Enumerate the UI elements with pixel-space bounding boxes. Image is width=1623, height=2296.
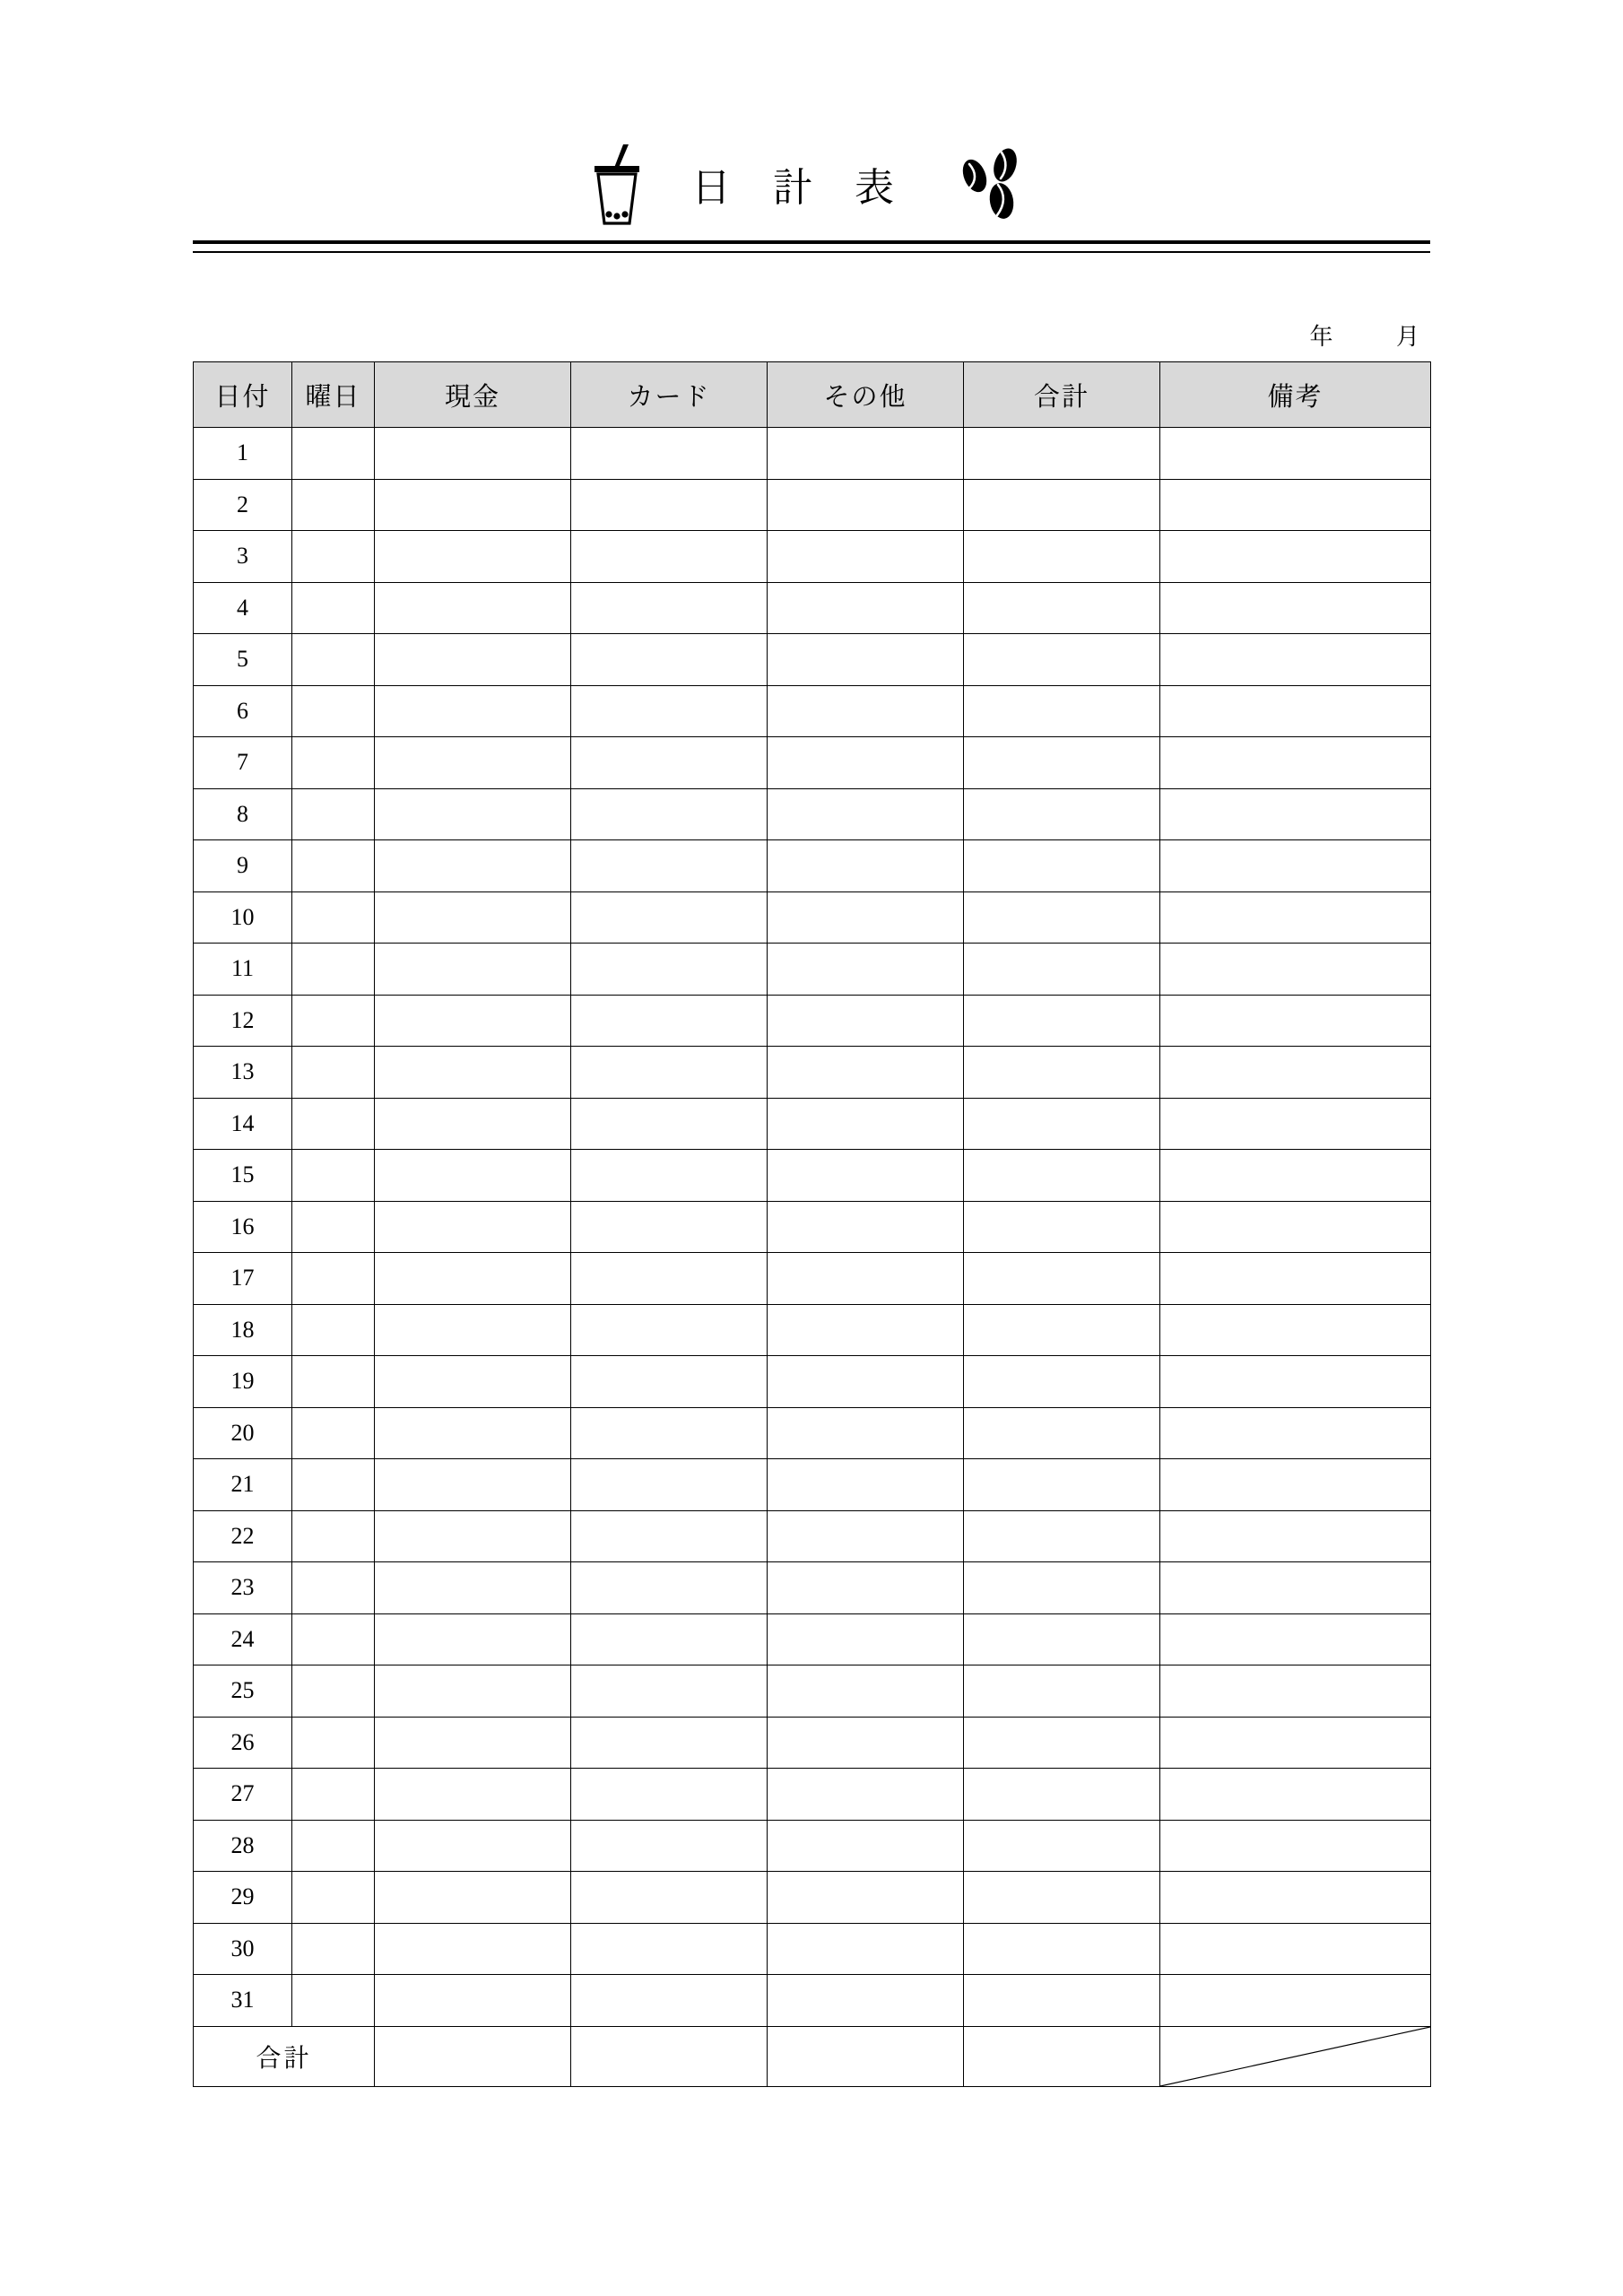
row-cell-date: 4 xyxy=(194,582,292,634)
row-cell-note[interactable] xyxy=(1160,1562,1431,1614)
row-cell-other[interactable] xyxy=(768,1047,964,1099)
total-row-label: 合計 xyxy=(194,2026,375,2086)
row-cell-date: 3 xyxy=(194,531,292,583)
column-header-dow: 曜日 xyxy=(292,362,375,428)
table-row xyxy=(194,1459,1431,1511)
row-cell-note[interactable] xyxy=(1160,1872,1431,1924)
row-cell-total[interactable] xyxy=(964,995,1160,1047)
row-cell-total[interactable] xyxy=(964,634,1160,686)
table-row xyxy=(194,479,1431,531)
total-row-cash[interactable] xyxy=(375,2026,571,2086)
row-cell-dow[interactable] xyxy=(292,891,375,944)
row-cell-note[interactable] xyxy=(1160,840,1431,892)
row-cell-card[interactable] xyxy=(571,634,768,686)
row-cell-other[interactable] xyxy=(768,428,964,480)
row-cell-date: 30 xyxy=(194,1923,292,1975)
row-cell-date: 26 xyxy=(194,1717,292,1769)
row-cell-note[interactable] xyxy=(1160,737,1431,789)
row-cell-cash[interactable] xyxy=(375,1975,571,2027)
row-cell-card[interactable] xyxy=(571,1407,768,1459)
daily-totals-table-wrap xyxy=(193,361,1430,2087)
row-cell-total[interactable] xyxy=(964,1150,1160,1202)
row-cell-card[interactable] xyxy=(571,788,768,840)
row-cell-cash[interactable] xyxy=(375,1407,571,1459)
row-cell-other[interactable] xyxy=(768,737,964,789)
table-row xyxy=(194,1201,1431,1253)
row-cell-note[interactable] xyxy=(1160,1820,1431,1872)
row-cell-other[interactable] xyxy=(768,1407,964,1459)
row-cell-cash[interactable] xyxy=(375,788,571,840)
row-cell-dow[interactable] xyxy=(292,1665,375,1718)
row-cell-dow[interactable] xyxy=(292,1459,375,1511)
row-cell-other[interactable] xyxy=(768,1872,964,1924)
row-cell-other[interactable] xyxy=(768,479,964,531)
row-cell-dow[interactable] xyxy=(292,944,375,996)
row-cell-date: 12 xyxy=(194,995,292,1047)
row-cell-other[interactable] xyxy=(768,1820,964,1872)
row-cell-note[interactable] xyxy=(1160,1975,1431,2027)
row-cell-cash[interactable] xyxy=(375,1098,571,1150)
row-cell-card[interactable] xyxy=(571,891,768,944)
row-cell-date: 24 xyxy=(194,1613,292,1665)
row-cell-total[interactable] xyxy=(964,1459,1160,1511)
coffee-beans-icon xyxy=(955,145,1036,222)
row-cell-date: 6 xyxy=(194,685,292,737)
row-cell-date: 15 xyxy=(194,1150,292,1202)
table-row xyxy=(194,1665,1431,1718)
row-cell-total[interactable] xyxy=(964,1201,1160,1253)
row-cell-other[interactable] xyxy=(768,788,964,840)
row-cell-other[interactable] xyxy=(768,1562,964,1614)
row-cell-card[interactable] xyxy=(571,737,768,789)
row-cell-total[interactable] xyxy=(964,1253,1160,1305)
table-row xyxy=(194,840,1431,892)
row-cell-date: 7 xyxy=(194,737,292,789)
row-cell-cash[interactable] xyxy=(375,995,571,1047)
row-cell-other[interactable] xyxy=(768,1304,964,1356)
table-row xyxy=(194,1253,1431,1305)
row-cell-other[interactable] xyxy=(768,891,964,944)
row-cell-dow[interactable] xyxy=(292,995,375,1047)
row-cell-dow[interactable] xyxy=(292,531,375,583)
row-cell-dow[interactable] xyxy=(292,1872,375,1924)
row-cell-note[interactable] xyxy=(1160,1613,1431,1665)
row-cell-date: 28 xyxy=(194,1820,292,1872)
table-row xyxy=(194,1150,1431,1202)
row-cell-card[interactable] xyxy=(571,1201,768,1253)
row-cell-note[interactable] xyxy=(1160,1665,1431,1718)
row-cell-dow[interactable] xyxy=(292,1150,375,1202)
row-cell-dow[interactable] xyxy=(292,634,375,686)
row-cell-dow[interactable] xyxy=(292,1304,375,1356)
row-cell-card[interactable] xyxy=(571,840,768,892)
row-cell-note[interactable] xyxy=(1160,634,1431,686)
row-cell-date: 18 xyxy=(194,1304,292,1356)
row-cell-note[interactable] xyxy=(1160,531,1431,583)
row-cell-total[interactable] xyxy=(964,1923,1160,1975)
row-cell-note[interactable] xyxy=(1160,1510,1431,1562)
row-cell-card[interactable] xyxy=(571,479,768,531)
table-row xyxy=(194,737,1431,789)
row-cell-note[interactable] xyxy=(1160,582,1431,634)
row-cell-card[interactable] xyxy=(571,1459,768,1511)
row-cell-cash[interactable] xyxy=(375,1304,571,1356)
row-cell-other[interactable] xyxy=(768,531,964,583)
row-cell-dow[interactable] xyxy=(292,1717,375,1769)
table-row xyxy=(194,944,1431,996)
total-row-card[interactable] xyxy=(571,2026,768,2086)
row-cell-dow[interactable] xyxy=(292,737,375,789)
row-cell-other[interactable] xyxy=(768,1201,964,1253)
row-cell-card[interactable] xyxy=(571,685,768,737)
row-cell-date: 8 xyxy=(194,788,292,840)
row-cell-cash[interactable] xyxy=(375,1613,571,1665)
row-cell-cash[interactable] xyxy=(375,1717,571,1769)
row-cell-note[interactable] xyxy=(1160,1407,1431,1459)
row-cell-cash[interactable] xyxy=(375,1872,571,1924)
row-cell-dow[interactable] xyxy=(292,1510,375,1562)
row-cell-other[interactable] xyxy=(768,1717,964,1769)
row-cell-note[interactable] xyxy=(1160,1717,1431,1769)
row-cell-note[interactable] xyxy=(1160,1047,1431,1099)
row-cell-total[interactable] xyxy=(964,1717,1160,1769)
row-cell-cash[interactable] xyxy=(375,891,571,944)
row-cell-dow[interactable] xyxy=(292,1562,375,1614)
row-cell-date: 2 xyxy=(194,479,292,531)
row-cell-note[interactable] xyxy=(1160,1201,1431,1253)
row-cell-dow[interactable] xyxy=(292,1923,375,1975)
row-cell-note[interactable] xyxy=(1160,479,1431,531)
total-row-total[interactable] xyxy=(964,2026,1160,2086)
total-row-note-struck xyxy=(1160,2026,1431,2086)
row-cell-total[interactable] xyxy=(964,737,1160,789)
row-cell-total[interactable] xyxy=(964,891,1160,944)
row-cell-card[interactable] xyxy=(571,1098,768,1150)
row-cell-note[interactable] xyxy=(1160,891,1431,944)
row-cell-other[interactable] xyxy=(768,1769,964,1821)
table-row xyxy=(194,788,1431,840)
row-cell-date: 11 xyxy=(194,944,292,996)
row-cell-other[interactable] xyxy=(768,1613,964,1665)
table-row xyxy=(194,1717,1431,1769)
row-cell-date: 19 xyxy=(194,1356,292,1408)
total-row-other[interactable] xyxy=(768,2026,964,2086)
row-cell-cash[interactable] xyxy=(375,840,571,892)
row-cell-date: 13 xyxy=(194,1047,292,1099)
row-cell-total[interactable] xyxy=(964,1047,1160,1099)
row-cell-dow[interactable] xyxy=(292,788,375,840)
row-cell-total[interactable] xyxy=(964,1975,1160,2027)
table-row xyxy=(194,1613,1431,1665)
row-cell-cash[interactable] xyxy=(375,944,571,996)
column-header-other: その他 xyxy=(768,362,964,428)
table-row xyxy=(194,1769,1431,1821)
row-cell-card[interactable] xyxy=(571,1613,768,1665)
row-cell-total[interactable] xyxy=(964,944,1160,996)
row-cell-cash[interactable] xyxy=(375,1047,571,1099)
row-cell-total[interactable] xyxy=(964,1613,1160,1665)
table-row xyxy=(194,1304,1431,1356)
row-cell-cash[interactable] xyxy=(375,1769,571,1821)
row-cell-cash[interactable] xyxy=(375,582,571,634)
year-label: 年 xyxy=(1309,324,1335,350)
row-cell-card[interactable] xyxy=(571,995,768,1047)
row-cell-other[interactable] xyxy=(768,1923,964,1975)
row-cell-total[interactable] xyxy=(964,428,1160,480)
row-cell-note[interactable] xyxy=(1160,1459,1431,1511)
row-cell-dow[interactable] xyxy=(292,1098,375,1150)
row-cell-cash[interactable] xyxy=(375,1510,571,1562)
row-cell-note[interactable] xyxy=(1160,1304,1431,1356)
row-cell-date: 25 xyxy=(194,1665,292,1718)
table-row xyxy=(194,582,1431,634)
table-row xyxy=(194,1872,1431,1924)
table-row xyxy=(194,428,1431,480)
row-cell-cash[interactable] xyxy=(375,1150,571,1202)
row-cell-other[interactable] xyxy=(768,1253,964,1305)
table-row xyxy=(194,1820,1431,1872)
row-cell-other[interactable] xyxy=(768,840,964,892)
row-cell-card[interactable] xyxy=(571,1304,768,1356)
row-cell-date: 31 xyxy=(194,1975,292,2027)
row-cell-date: 27 xyxy=(194,1769,292,1821)
row-cell-dow[interactable] xyxy=(292,582,375,634)
row-cell-cash[interactable] xyxy=(375,1665,571,1718)
row-cell-other[interactable] xyxy=(768,1098,964,1150)
row-cell-total[interactable] xyxy=(964,840,1160,892)
table-row xyxy=(194,1098,1431,1150)
column-header-date: 日付 xyxy=(194,362,292,428)
row-cell-total[interactable] xyxy=(964,479,1160,531)
column-header-note: 備考 xyxy=(1160,362,1431,428)
row-cell-dow[interactable] xyxy=(292,1613,375,1665)
row-cell-total[interactable] xyxy=(964,531,1160,583)
row-cell-other[interactable] xyxy=(768,1459,964,1511)
row-cell-note[interactable] xyxy=(1160,1769,1431,1821)
row-cell-card[interactable] xyxy=(571,1717,768,1769)
row-cell-card[interactable] xyxy=(571,1150,768,1202)
row-cell-total[interactable] xyxy=(964,1769,1160,1821)
table-row xyxy=(194,1510,1431,1562)
row-cell-dow[interactable] xyxy=(292,1769,375,1821)
row-cell-other[interactable] xyxy=(768,1150,964,1202)
row-cell-total[interactable] xyxy=(964,1820,1160,1872)
row-cell-other[interactable] xyxy=(768,1975,964,2027)
row-cell-other[interactable] xyxy=(768,995,964,1047)
row-cell-note[interactable] xyxy=(1160,1923,1431,1975)
table-row xyxy=(194,891,1431,944)
row-cell-date: 10 xyxy=(194,891,292,944)
row-cell-note[interactable] xyxy=(1160,995,1431,1047)
row-cell-total[interactable] xyxy=(964,1356,1160,1408)
row-cell-date: 21 xyxy=(194,1459,292,1511)
row-cell-date: 9 xyxy=(194,840,292,892)
row-cell-cash[interactable] xyxy=(375,1459,571,1511)
table-row xyxy=(194,995,1431,1047)
table-row xyxy=(194,1047,1431,1099)
table-row xyxy=(194,634,1431,686)
row-cell-other[interactable] xyxy=(768,1356,964,1408)
row-cell-total[interactable] xyxy=(964,1872,1160,1924)
row-cell-dow[interactable] xyxy=(292,1047,375,1099)
row-cell-note[interactable] xyxy=(1160,1356,1431,1408)
row-cell-other[interactable] xyxy=(768,944,964,996)
row-cell-card[interactable] xyxy=(571,1820,768,1872)
month-label: 月 xyxy=(1395,324,1421,350)
row-cell-card[interactable] xyxy=(571,1665,768,1718)
year-month-line xyxy=(0,318,1421,352)
row-cell-cash[interactable] xyxy=(375,1356,571,1408)
table-row xyxy=(194,685,1431,737)
row-cell-date: 23 xyxy=(194,1562,292,1614)
row-cell-cash[interactable] xyxy=(375,531,571,583)
page-title: 日 計 表 xyxy=(691,166,910,210)
row-cell-total[interactable] xyxy=(964,1562,1160,1614)
table-row xyxy=(194,1975,1431,2027)
row-cell-card[interactable] xyxy=(571,1047,768,1099)
row-cell-total[interactable] xyxy=(964,1407,1160,1459)
row-cell-card[interactable] xyxy=(571,1769,768,1821)
row-cell-dow[interactable] xyxy=(292,1253,375,1305)
row-cell-cash[interactable] xyxy=(375,634,571,686)
row-cell-other[interactable] xyxy=(768,1665,964,1718)
row-cell-dow[interactable] xyxy=(292,1356,375,1408)
row-cell-note[interactable] xyxy=(1160,428,1431,480)
drink-cup-icon xyxy=(587,141,647,227)
row-cell-total[interactable] xyxy=(964,788,1160,840)
row-cell-date: 16 xyxy=(194,1201,292,1253)
row-cell-cash[interactable] xyxy=(375,1562,571,1614)
table-header-row xyxy=(194,362,1431,428)
column-header-card: カード xyxy=(571,362,768,428)
daily-totals-table xyxy=(193,361,1431,2087)
table-row xyxy=(194,1356,1431,1408)
row-cell-date: 1 xyxy=(194,428,292,480)
row-cell-dow[interactable] xyxy=(292,685,375,737)
row-cell-card[interactable] xyxy=(571,1253,768,1305)
row-cell-cash[interactable] xyxy=(375,479,571,531)
row-cell-total[interactable] xyxy=(964,1665,1160,1718)
row-cell-dow[interactable] xyxy=(292,1975,375,2027)
row-cell-note[interactable] xyxy=(1160,1253,1431,1305)
row-cell-cash[interactable] xyxy=(375,685,571,737)
row-cell-other[interactable] xyxy=(768,582,964,634)
row-cell-dow[interactable] xyxy=(292,1407,375,1459)
row-cell-other[interactable] xyxy=(768,1510,964,1562)
row-cell-note[interactable] xyxy=(1160,685,1431,737)
row-cell-date: 17 xyxy=(194,1253,292,1305)
row-cell-dow[interactable] xyxy=(292,479,375,531)
row-cell-date: 29 xyxy=(194,1872,292,1924)
row-cell-card[interactable] xyxy=(571,1923,768,1975)
row-cell-card[interactable] xyxy=(571,1872,768,1924)
row-cell-total[interactable] xyxy=(964,1304,1160,1356)
row-cell-card[interactable] xyxy=(571,1562,768,1614)
row-cell-card[interactable] xyxy=(571,944,768,996)
row-cell-note[interactable] xyxy=(1160,1098,1431,1150)
row-cell-card[interactable] xyxy=(571,582,768,634)
row-cell-cash[interactable] xyxy=(375,1923,571,1975)
row-cell-dow[interactable] xyxy=(292,840,375,892)
row-cell-card[interactable] xyxy=(571,428,768,480)
row-cell-cash[interactable] xyxy=(375,1820,571,1872)
row-cell-note[interactable] xyxy=(1160,788,1431,840)
row-cell-total[interactable] xyxy=(964,685,1160,737)
row-cell-cash[interactable] xyxy=(375,1253,571,1305)
row-cell-note[interactable] xyxy=(1160,1150,1431,1202)
row-cell-total[interactable] xyxy=(964,1098,1160,1150)
row-cell-dow[interactable] xyxy=(292,1201,375,1253)
row-cell-other[interactable] xyxy=(768,634,964,686)
row-cell-other[interactable] xyxy=(768,685,964,737)
row-cell-dow[interactable] xyxy=(292,1820,375,1872)
title-rule-thick xyxy=(193,240,1430,244)
row-cell-total[interactable] xyxy=(964,1510,1160,1562)
table-row xyxy=(194,531,1431,583)
title-rule-thin xyxy=(193,251,1430,253)
table-total-row xyxy=(194,2026,1431,2086)
row-cell-card[interactable] xyxy=(571,531,768,583)
row-cell-date: 14 xyxy=(194,1098,292,1150)
row-cell-date: 5 xyxy=(194,634,292,686)
row-cell-card[interactable] xyxy=(571,1975,768,2027)
row-cell-cash[interactable] xyxy=(375,428,571,480)
row-cell-dow[interactable] xyxy=(292,428,375,480)
column-header-total: 合計 xyxy=(964,362,1160,428)
document-header xyxy=(193,135,1430,269)
row-cell-date: 20 xyxy=(194,1407,292,1459)
row-cell-date: 22 xyxy=(194,1510,292,1562)
table-row xyxy=(194,1562,1431,1614)
row-cell-card[interactable] xyxy=(571,1356,768,1408)
row-cell-card[interactable] xyxy=(571,1510,768,1562)
row-cell-cash[interactable] xyxy=(375,1201,571,1253)
column-header-cash: 現金 xyxy=(375,362,571,428)
row-cell-note[interactable] xyxy=(1160,944,1431,996)
table-row xyxy=(194,1407,1431,1459)
row-cell-total[interactable] xyxy=(964,582,1160,634)
table-row xyxy=(194,1923,1431,1975)
row-cell-cash[interactable] xyxy=(375,737,571,789)
